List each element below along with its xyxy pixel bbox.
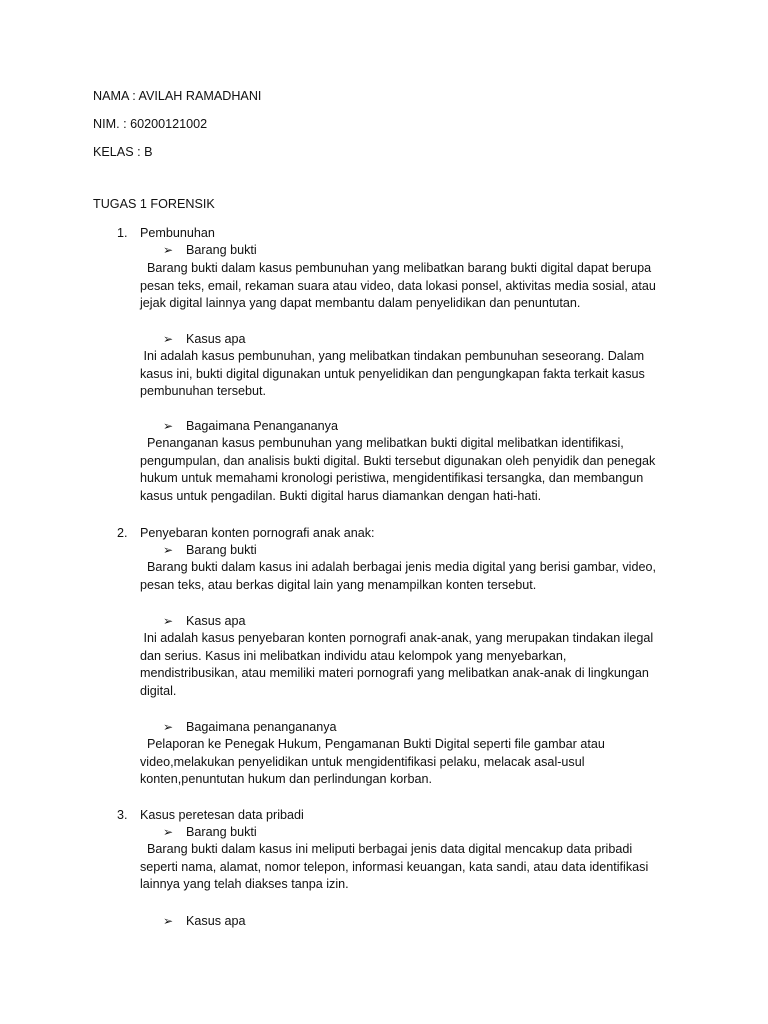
section-heading: ➢ Bagaimana Penangananya (163, 419, 338, 433)
section-paragraph: Barang bukti dalam kasus pembunuhan yang melibatkan barang bukti digital dapat berupa pesan teks, email, rekaman suara atau video, data lokasi ponsel, aktivitas media sosial, atau jejak digital lainnya yang dapat membantu dalam penyelidikan dan penuntutan. (140, 261, 656, 311)
arrow-bullet-icon: ➢ (163, 720, 174, 734)
arrow-bullet-icon: ➢ (163, 543, 174, 557)
item-number: 3. (117, 808, 128, 822)
section-paragraph: Penanganan kasus pembunuhan yang melibatkan bukti digital melibatkan identifikasi, pengumpulan, dan analisis bukti digital. Bukti tersebut digunakan oleh penyidik dan penegak hukum untuk memahami kronologi peristiwa, mengidentifikasi tersangka, dan membangun kasus untuk pengadilan. Bukti digital harus diamankan dengan hati-hati. (140, 436, 656, 504)
item-title: Penyebaran konten pornografi anak anak: (140, 526, 375, 540)
section-paragraph: Barang bukti dalam kasus ini adalah berbagai jenis media digital yang berisi gambar, video, pesan teks, atau berkas digital lain yang menampilkan konten tersebut. (140, 560, 656, 592)
arrow-bullet-icon: ➢ (163, 419, 174, 433)
item-number: 2. (117, 526, 128, 540)
section-paragraph: Ini adalah kasus pembunuhan, yang melibatkan tindakan pembunuhan seseorang. Dalam kasus ini, bukti digital digunakan untuk penyelidikan dan pengungkapan fakta terkait kasus pembunuhan tersebut. (140, 349, 645, 399)
student-class: KELAS : B (93, 145, 153, 159)
section-heading: ➢ Barang bukti (163, 543, 257, 557)
section-heading: ➢ Bagaimana penangananya (163, 720, 337, 734)
student-name: NAMA : AVILAH RAMADHANI (93, 89, 262, 103)
item-title: Pembunuhan (140, 226, 215, 240)
arrow-bullet-icon: ➢ (163, 243, 174, 257)
arrow-bullet-icon: ➢ (163, 825, 174, 839)
section-paragraph: Barang bukti dalam kasus ini meliputi berbagai jenis data digital mencakup data pribadi seperti nama, alamat, nomor telepon, informasi keuangan, kata sandi, atau data identifikasi lainnya yang telah diakses tanpa izin. (140, 842, 649, 892)
section-heading: ➢ Barang bukti (163, 243, 257, 257)
student-nim: NIM. : 60200121002 (93, 117, 208, 131)
section-heading: ➢ Barang bukti (163, 825, 257, 839)
section-paragraph: Ini adalah kasus penyebaran konten pornografi anak-anak, yang merupakan tindakan ilegal dan serius. Kasus ini melibatkan individu atau kelompok yang menyebarkan, mendistribusikan, atau memiliki materi pornografi yang melibatkan anak-anak di lingkungan digital. (140, 631, 654, 699)
section-paragraph: Pelaporan ke Penegak Hukum, Pengamanan Bukti Digital seperti file gambar atau video,melakukan penyelidikan untuk mengidentifikasi pelaku, melacak asal-usul konten,penuntutan hukum dan perlindungan korban. (140, 737, 605, 787)
section-heading: ➢ Kasus apa (163, 914, 246, 928)
item-number: 1. (117, 226, 128, 240)
section-heading: ➢ Kasus apa (163, 614, 246, 628)
item-title: Kasus peretesan data pribadi (140, 808, 304, 822)
arrow-bullet-icon: ➢ (163, 914, 174, 928)
section-heading: ➢ Kasus apa (163, 332, 246, 346)
arrow-bullet-icon: ➢ (163, 614, 174, 628)
assignment-title: TUGAS 1 FORENSIK (93, 197, 215, 211)
arrow-bullet-icon: ➢ (163, 332, 174, 346)
